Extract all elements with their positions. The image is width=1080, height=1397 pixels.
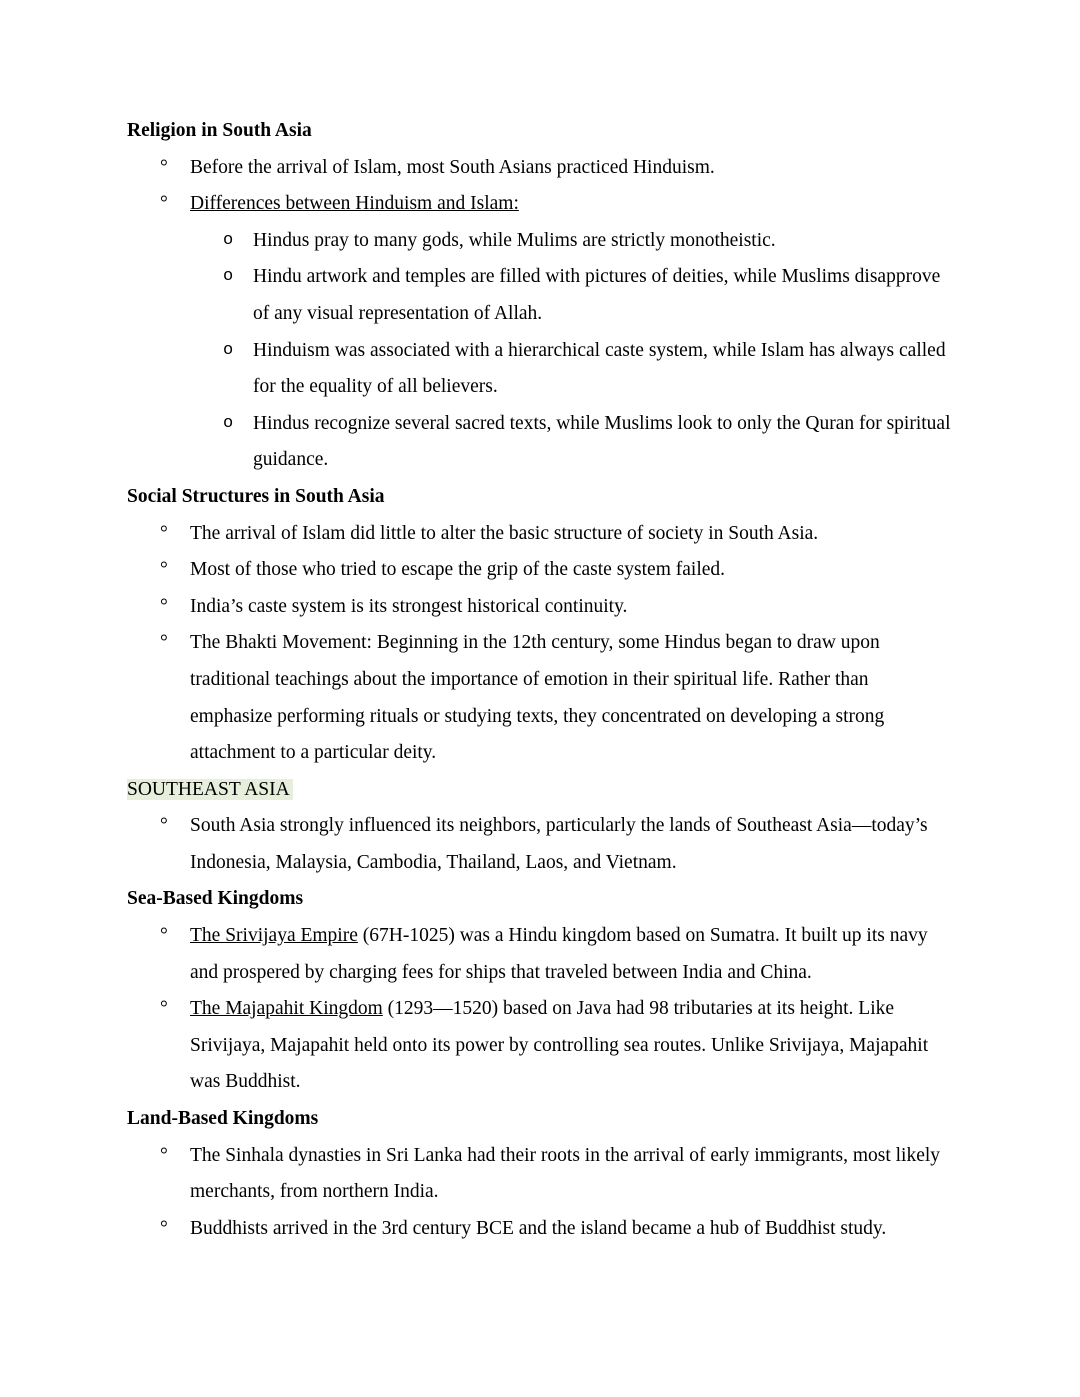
text-run: India’s caste system is its strongest historical continuity.: [190, 595, 628, 617]
bullet-marker: °: [160, 998, 168, 1020]
bullet-item: [127, 808, 954, 881]
bullet-item: [127, 589, 954, 626]
text-run: Before the arrival of Islam, most South Asians practiced Hinduism.: [190, 156, 715, 178]
bullet-marker: °: [160, 156, 168, 178]
subbullet-item: [127, 333, 954, 406]
text-run: Hindus recognize several sacred texts, while Muslims look to only the Quran for spiritual guidance.: [253, 412, 951, 471]
bullet-marker: °: [160, 1144, 168, 1166]
bullet-marker: °: [160, 925, 168, 947]
bullet-item: [127, 918, 954, 991]
text-run: Differences between Hinduism and Islam:: [190, 193, 519, 215]
text-run: The Majapahit Kingdom: [190, 998, 383, 1020]
subbullet-item: [127, 406, 954, 479]
text-run: The Srivijaya Empire: [190, 925, 358, 947]
bullet-marker: °: [160, 1217, 168, 1239]
text-run: Buddhists arrived in the 3rd century BCE and the island became a hub of Buddhist study.: [190, 1217, 887, 1239]
bullet-item: [127, 1211, 954, 1248]
text-run: Religion in South Asia: [127, 120, 312, 141]
bullet-item: [127, 186, 954, 223]
section-label: [127, 772, 954, 809]
text-run: The Bhakti Movement: Beginning in the 12th century, some Hindus began to draw upon traditional teachings about the importance of emotion in their spiritual life. Rather than emphasize performing rituals or studying texts, they concentrated on developing a strong attachment to a particular deity.: [190, 632, 885, 764]
subbullet-marker: o: [223, 340, 234, 360]
bullet-item: [127, 1138, 954, 1211]
bullet-item: [127, 991, 954, 1101]
bullet-item: [127, 150, 954, 187]
subbullet-marker: o: [223, 413, 234, 433]
subbullet-item: [127, 223, 954, 260]
heading: [127, 479, 954, 516]
bullet-marker: °: [160, 522, 168, 544]
text-run: Sea-Based Kingdoms: [127, 888, 304, 910]
text-run: Hindu artwork and temples are filled with pictures of deities, while Muslims disapprove of any visual representation of Allah.: [253, 266, 941, 324]
bullet-marker: °: [160, 193, 168, 215]
subbullet-marker: o: [223, 230, 234, 250]
text-run: The arrival of Islam did little to alter the basic structure of society in South Asia.: [190, 522, 819, 544]
bullet-marker: °: [160, 559, 168, 581]
text-run: South Asia strongly influenced its neighbors, particularly the lands of Southeast Asia—today’s Indonesia, Malaysia, Cambodia, Thailand, Laos, and Vietnam.: [190, 815, 928, 873]
heading: [127, 881, 954, 918]
text-run: Hinduism was associated with a hierarchical caste system, while Islam has always called for the equality of all believers.: [253, 339, 946, 398]
text-run: Most of those who tried to escape the grip of the caste system failed.: [190, 559, 726, 581]
bullet-marker: °: [160, 595, 168, 617]
text-run: SOUTHEAST ASIA: [127, 779, 293, 800]
text-run: (1293—1520) based on Java had 98 tributaries at its height. Like Srivijaya, Majapahit held onto its power by controlling sea routes. Unlike Srivijaya, Majapahit was Buddhist.: [190, 998, 929, 1093]
bullet-item: [127, 552, 954, 589]
text-run: Land-Based Kingdoms: [127, 1108, 319, 1130]
heading: [127, 1101, 954, 1138]
bullet-item: [127, 625, 954, 771]
text-run: Hindus pray to many gods, while Mulims are strictly monotheistic.: [253, 229, 776, 251]
text-run: Social Structures in South Asia: [127, 485, 385, 507]
text-run: (67H-1025) was a Hindu kingdom based on Sumatra. It built up its navy and prospered by charging fees for ships that traveled between India and China.: [190, 925, 928, 983]
heading: [127, 113, 954, 150]
text-run: The Sinhala dynasties in Sri Lanka had their roots in the arrival of early immigrants, most likely merchants, from northern India.: [190, 1144, 941, 1203]
bullet-marker: °: [160, 815, 168, 837]
bullet-marker: °: [160, 632, 168, 654]
bullet-item: [127, 516, 954, 553]
subbullet-marker: o: [223, 267, 234, 287]
subbullet-item: [127, 259, 954, 332]
